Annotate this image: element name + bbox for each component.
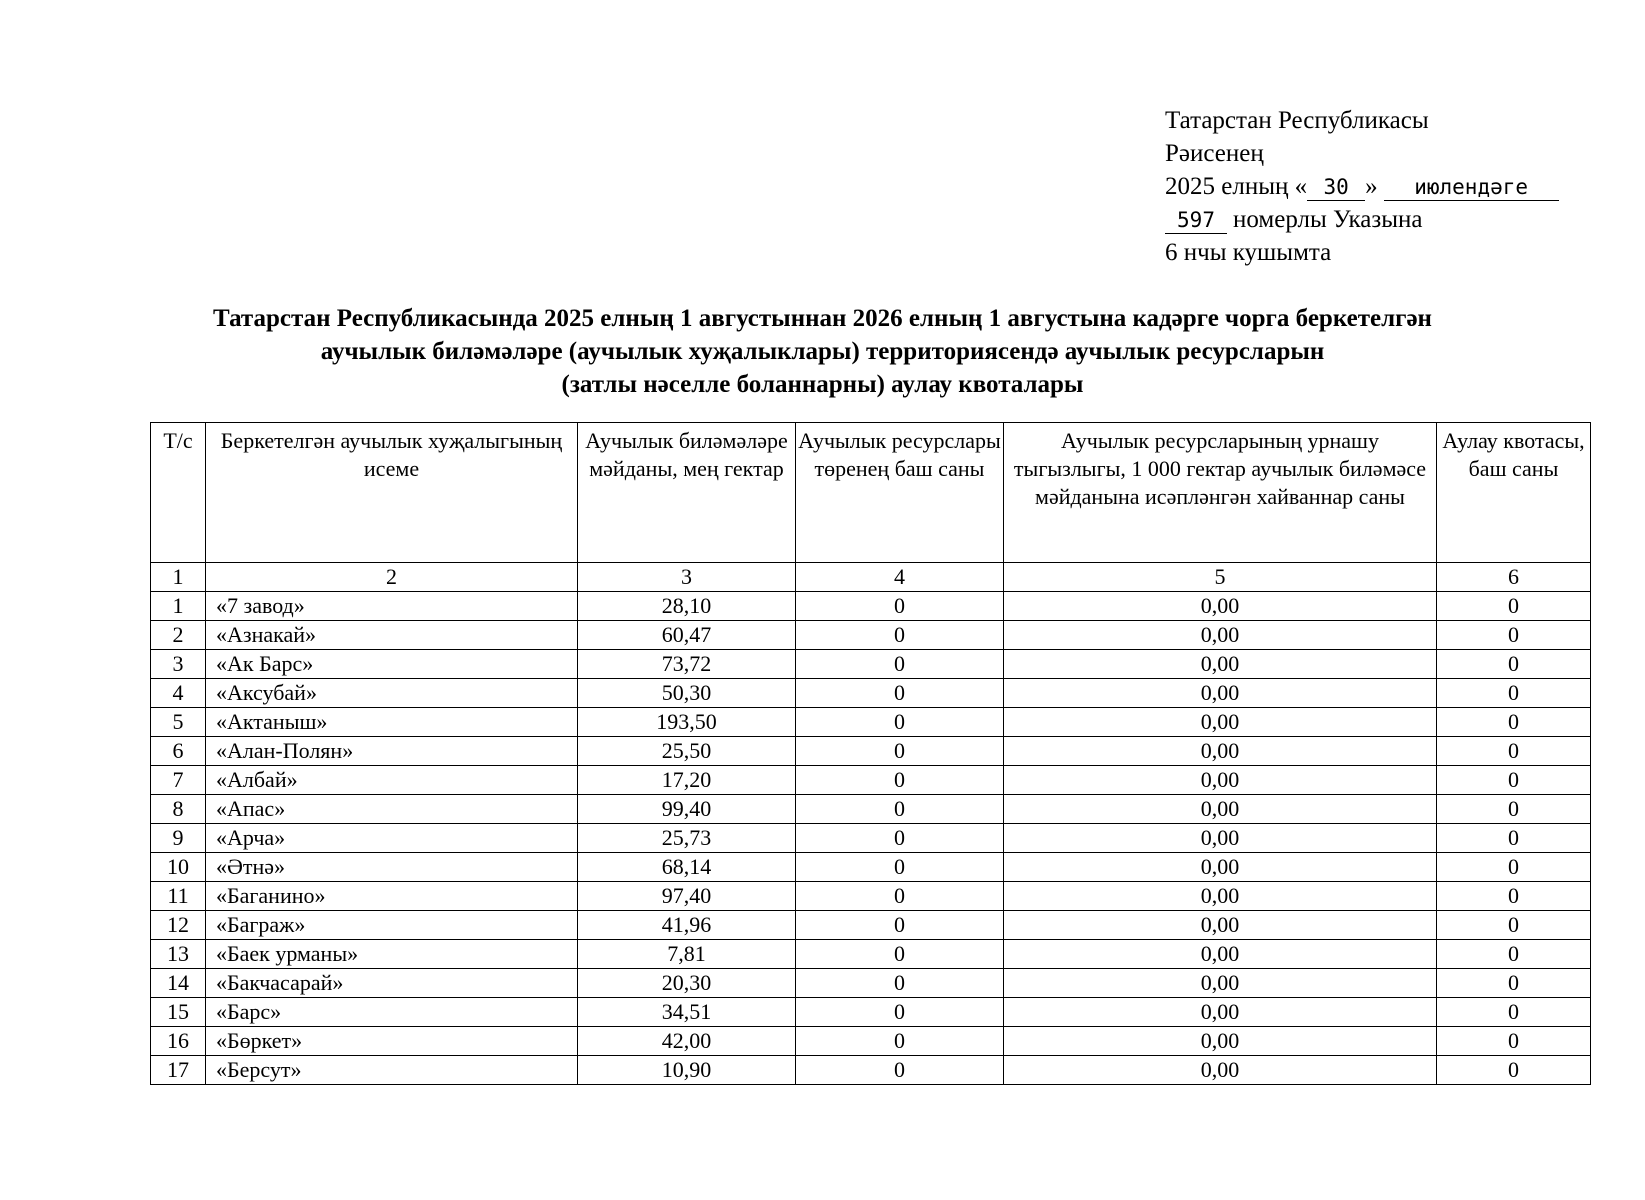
- row-index: 8: [151, 795, 206, 824]
- row-index: 17: [151, 1056, 206, 1085]
- header-day-handwritten: 30: [1307, 174, 1365, 201]
- table-row: [151, 1027, 1591, 1056]
- row-area: 34,51: [578, 998, 796, 1027]
- row-area: 7,81: [578, 940, 796, 969]
- row-name: «Алан-Полян»: [206, 737, 578, 766]
- row-count: 0: [796, 969, 1004, 998]
- table-row: [151, 795, 1591, 824]
- row-name: «Бөркет»: [206, 1027, 578, 1056]
- row-quota: 0: [1437, 853, 1591, 882]
- header-index: Т/с: [151, 423, 206, 563]
- row-index: 2: [151, 621, 206, 650]
- row-index: 5: [151, 708, 206, 737]
- row-area: 17,20: [578, 766, 796, 795]
- row-index: 12: [151, 911, 206, 940]
- header-count: Аучылык ресурслары төренең баш саны: [796, 423, 1004, 563]
- header-line-date: [1165, 170, 1559, 203]
- row-density: 0,00: [1004, 592, 1437, 621]
- row-quota: 0: [1437, 621, 1591, 650]
- table-row: [151, 969, 1591, 998]
- row-index: 6: [151, 737, 206, 766]
- table-row: [151, 998, 1591, 1027]
- row-name: «Барс»: [206, 998, 578, 1027]
- header-date-prefix: 2025 елның «: [1165, 173, 1308, 200]
- row-density: 0,00: [1004, 911, 1437, 940]
- row-name: «Арча»: [206, 824, 578, 853]
- row-density: 0,00: [1004, 795, 1437, 824]
- column-number: 4: [796, 563, 1004, 592]
- row-quota: 0: [1437, 1056, 1591, 1085]
- row-name: «Бакчасарай»: [206, 969, 578, 998]
- row-name: «Әтнә»: [206, 853, 578, 882]
- header-decree-number: 597: [1165, 207, 1227, 234]
- row-name: «Баганино»: [206, 882, 578, 911]
- table-row: [151, 766, 1591, 795]
- row-area: 41,96: [578, 911, 796, 940]
- table-row: [151, 679, 1591, 708]
- row-name: «Актаныш»: [206, 708, 578, 737]
- document-title: [150, 302, 1495, 401]
- row-quota: 0: [1437, 998, 1591, 1027]
- row-count: 0: [796, 940, 1004, 969]
- row-count: 0: [796, 795, 1004, 824]
- row-index: 7: [151, 766, 206, 795]
- header-line-appendix: 6 нчы кушымта: [1165, 239, 1332, 266]
- row-density: 0,00: [1004, 621, 1437, 650]
- header-density: Аучылык ресурсларының урнашу тыгызлыгы, 1 000 гектар аучылык биләмәсе мәйданына исәпләнгән хайваннар саны: [1004, 423, 1437, 563]
- row-density: 0,00: [1004, 1027, 1437, 1056]
- table-row: [151, 650, 1591, 679]
- row-index: 3: [151, 650, 206, 679]
- row-area: 97,40: [578, 882, 796, 911]
- row-name: «7 завод»: [206, 592, 578, 621]
- row-name: «Азнакай»: [206, 621, 578, 650]
- header-decree-suffix: номерлы Указына: [1233, 206, 1423, 233]
- row-area: 68,14: [578, 853, 796, 882]
- table-header-row: [151, 423, 1591, 563]
- table-row: [151, 940, 1591, 969]
- row-density: 0,00: [1004, 737, 1437, 766]
- column-number: 5: [1004, 563, 1437, 592]
- row-area: 99,40: [578, 795, 796, 824]
- row-density: 0,00: [1004, 708, 1437, 737]
- header-line-president: Рәисенең: [1165, 140, 1264, 167]
- table-row: [151, 911, 1591, 940]
- quota-table: [150, 422, 1591, 1085]
- row-index: 11: [151, 882, 206, 911]
- row-count: 0: [796, 882, 1004, 911]
- row-index: 15: [151, 998, 206, 1027]
- row-density: 0,00: [1004, 998, 1437, 1027]
- row-area: 193,50: [578, 708, 796, 737]
- row-index: 9: [151, 824, 206, 853]
- row-count: 0: [796, 621, 1004, 650]
- row-quota: 0: [1437, 882, 1591, 911]
- row-name: «Албай»: [206, 766, 578, 795]
- row-area: 42,00: [578, 1027, 796, 1056]
- header-line-republic: Татарстан Республикасы: [1165, 107, 1429, 134]
- row-density: 0,00: [1004, 650, 1437, 679]
- table-row: [151, 853, 1591, 882]
- row-name: «Аксубай»: [206, 679, 578, 708]
- row-quota: 0: [1437, 766, 1591, 795]
- row-name: «Берсут»: [206, 1056, 578, 1085]
- row-count: 0: [796, 679, 1004, 708]
- column-number: 2: [206, 563, 578, 592]
- row-count: 0: [796, 853, 1004, 882]
- row-area: 28,10: [578, 592, 796, 621]
- row-count: 0: [796, 708, 1004, 737]
- row-quota: 0: [1437, 737, 1591, 766]
- header-date-mid: »: [1365, 173, 1378, 200]
- row-quota: 0: [1437, 969, 1591, 998]
- row-density: 0,00: [1004, 969, 1437, 998]
- row-density: 0,00: [1004, 824, 1437, 853]
- row-density: 0,00: [1004, 679, 1437, 708]
- row-count: 0: [796, 998, 1004, 1027]
- table-row: [151, 592, 1591, 621]
- row-quota: 0: [1437, 650, 1591, 679]
- column-number: 6: [1437, 563, 1591, 592]
- header-area: Аучылык биләмәләре мәйданы, мең гектар: [578, 423, 796, 563]
- table-row: [151, 737, 1591, 766]
- row-name: «Ак Барс»: [206, 650, 578, 679]
- row-index: 16: [151, 1027, 206, 1056]
- row-area: 73,72: [578, 650, 796, 679]
- row-quota: 0: [1437, 708, 1591, 737]
- column-number: 3: [578, 563, 796, 592]
- row-area: 25,73: [578, 824, 796, 853]
- row-count: 0: [796, 911, 1004, 940]
- row-quota: 0: [1437, 592, 1591, 621]
- table-row: [151, 1056, 1591, 1085]
- table-row: [151, 824, 1591, 853]
- row-count: 0: [796, 650, 1004, 679]
- row-count: 0: [796, 737, 1004, 766]
- row-area: 20,30: [578, 969, 796, 998]
- column-number: 1: [151, 563, 206, 592]
- table-row: [151, 708, 1591, 737]
- row-quota: 0: [1437, 795, 1591, 824]
- column-number-row: [151, 563, 1591, 592]
- row-quota: 0: [1437, 679, 1591, 708]
- header-name: Беркетелгән аучылык хуҗалыгының исеме: [206, 423, 578, 563]
- header-line-decree: [1165, 203, 1559, 236]
- row-quota: 0: [1437, 911, 1591, 940]
- row-count: 0: [796, 1056, 1004, 1085]
- row-density: 0,00: [1004, 940, 1437, 969]
- table-row: [151, 621, 1591, 650]
- row-density: 0,00: [1004, 766, 1437, 795]
- row-name: «Баек урманы»: [206, 940, 578, 969]
- row-quota: 0: [1437, 940, 1591, 969]
- row-index: 1: [151, 592, 206, 621]
- row-area: 25,50: [578, 737, 796, 766]
- row-area: 50,30: [578, 679, 796, 708]
- row-density: 0,00: [1004, 1056, 1437, 1085]
- row-area: 60,47: [578, 621, 796, 650]
- row-index: 14: [151, 969, 206, 998]
- row-count: 0: [796, 766, 1004, 795]
- title-line-2: аучылык биләмәләре (аучылык хуҗалыклары) территориясендә аучылык ресурсларын: [320, 338, 1325, 365]
- row-quota: 0: [1437, 1027, 1591, 1056]
- row-area: 10,90: [578, 1056, 796, 1085]
- row-name: «Баграж»: [206, 911, 578, 940]
- title-line-1: Татарстан Республикасында 2025 елның 1 августыннан 2026 елның 1 августына кадәрге чорга беркетелгән: [213, 305, 1432, 332]
- row-index: 10: [151, 853, 206, 882]
- row-density: 0,00: [1004, 853, 1437, 882]
- table-row: [151, 882, 1591, 911]
- row-count: 0: [796, 824, 1004, 853]
- row-index: 4: [151, 679, 206, 708]
- row-count: 0: [796, 592, 1004, 621]
- header-month-handwritten: июлендәге: [1384, 174, 1559, 201]
- row-name: «Апас»: [206, 795, 578, 824]
- row-quota: 0: [1437, 824, 1591, 853]
- row-index: 13: [151, 940, 206, 969]
- title-line-3: (затлы нәселле боланнарны) аулау квоталары: [561, 371, 1084, 398]
- appendix-header: [1165, 104, 1559, 269]
- row-density: 0,00: [1004, 882, 1437, 911]
- row-count: 0: [796, 1027, 1004, 1056]
- header-quota: Аулау квотасы, баш саны: [1437, 423, 1591, 563]
